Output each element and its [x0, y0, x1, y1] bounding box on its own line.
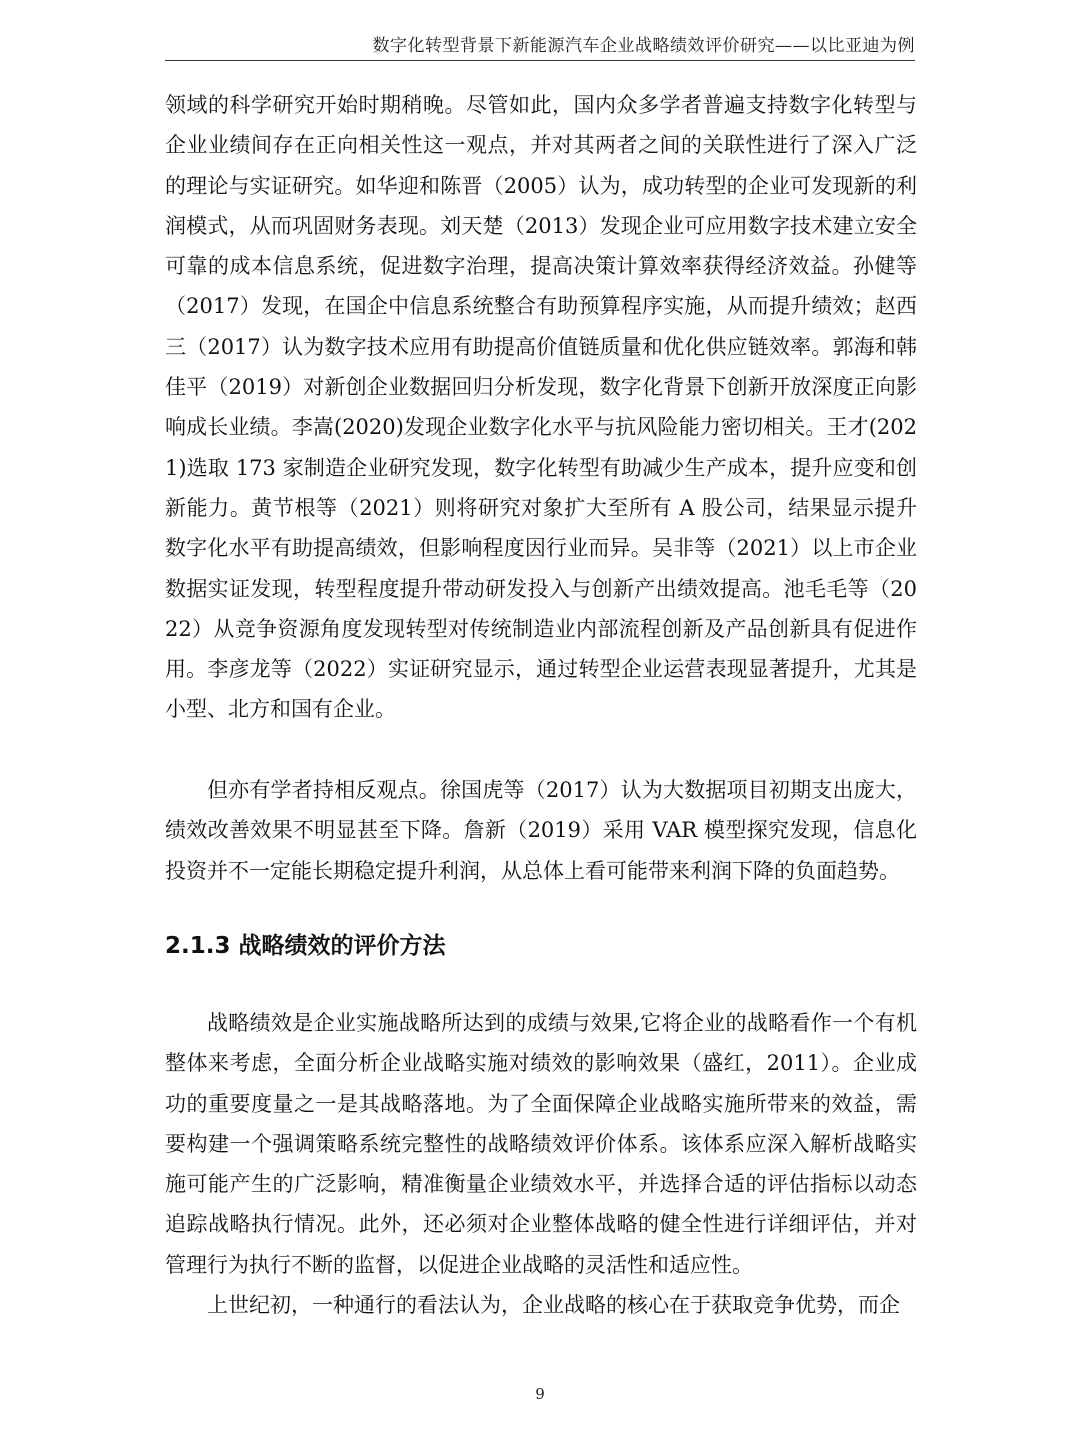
header-rule	[165, 60, 915, 61]
paragraph-literature-positive: 领域的科学研究开始时期稍晚。尽管如此，国内众多学者普遍支持数字化转型与企业业绩间存在正向相关性这一观点，并对其两者之间的关联性进行了深入广泛的理论与实证研究。如华迎和陈晋（2005）认为，成功转型的企业可发现新的利润模式，从而巩固财务表现。刘天楚（2013）发现企业可应用数字技术建立安全可靠的成本信息系统，促进数字治理，提高决策计算效率获得经济效益。孙健等（2017）发现，在国企中信息系统整合有助预算程序实施，从而提升绩效；赵西三（2017）认为数字技术应用有助提高价值链质量和优化供应链效率。郭海和韩佳平（2019）对新创企业数据回归分析发现，数字化背景下创新开放深度正向影响成长业绩。李嵩(2020)发现企业数字化水平与抗风险能力密切相关。王才(2021)选取 173 家制造企业研究发现，数字化转型有助减少生产成本，提升应变和创新能力。黄节根等（2021）则将研究对象扩大至所有 A 股公司，结果显示提升数字化水平有助提高绩效，但影响程度因行业而异。吴非等（2021）以上市企业数据实证发现，转型程度提升带动研发投入与创新产出绩效提高。池毛毛等（2022）从竞争资源角度发现转型对传统制造业内部流程创新及产品创新具有促进作用。李彦龙等（2022）实证研究显示，通过转型企业运营表现显著提升，尤其是小型、北方和国有企业。	[165, 93, 917, 722]
body-block-1	[165, 85, 917, 730]
paragraph-continued: 上世纪初，一种通行的看法认为，企业战略的核心在于获取竞争优势，而企	[207, 1293, 900, 1318]
paragraph-strategic-performance: 战略绩效是企业实施战略所达到的成绩与效果,它将企业的战略看作一个有机整体来考虑，全面分析企业战略实施对绩效的影响效果（盛红，2011）。企业成功的重要度量之一是其战略落地。为了全面保障企业战略实施所带来的效益，需要构建一个强调策略系统完整性的战略绩效评价体系。该体系应深入解析战略实施可能产生的广泛影响，精准衡量企业绩效水平，并选择合适的评估指标以动态追踪战略执行情况。此外，还必须对企业整体战略的健全性进行详细评估，并对管理行为执行不断的监督，以促进企业战略的灵活性和适应性。	[165, 1011, 917, 1277]
running-header: 数字化转型背景下新能源汽车企业战略绩效评价研究——以比亚迪为例	[372, 36, 915, 56]
paragraph-literature-negative: 但亦有学者持相反观点。徐国虎等（2017）认为大数据项目初期支出庞大，绩效改善效果不明显甚至下降。詹新（2019）采用 VAR 模型探究发现，信息化投资并不一定能长期稳定提升利润，从总体上看可能带来利润下降的负面趋势。	[165, 778, 917, 883]
page-number: 9	[535, 1385, 545, 1403]
section-heading: 2.1.3 战略绩效的评价方法	[165, 933, 446, 959]
body-block-3	[165, 1003, 917, 1325]
body-block-2	[165, 770, 917, 891]
